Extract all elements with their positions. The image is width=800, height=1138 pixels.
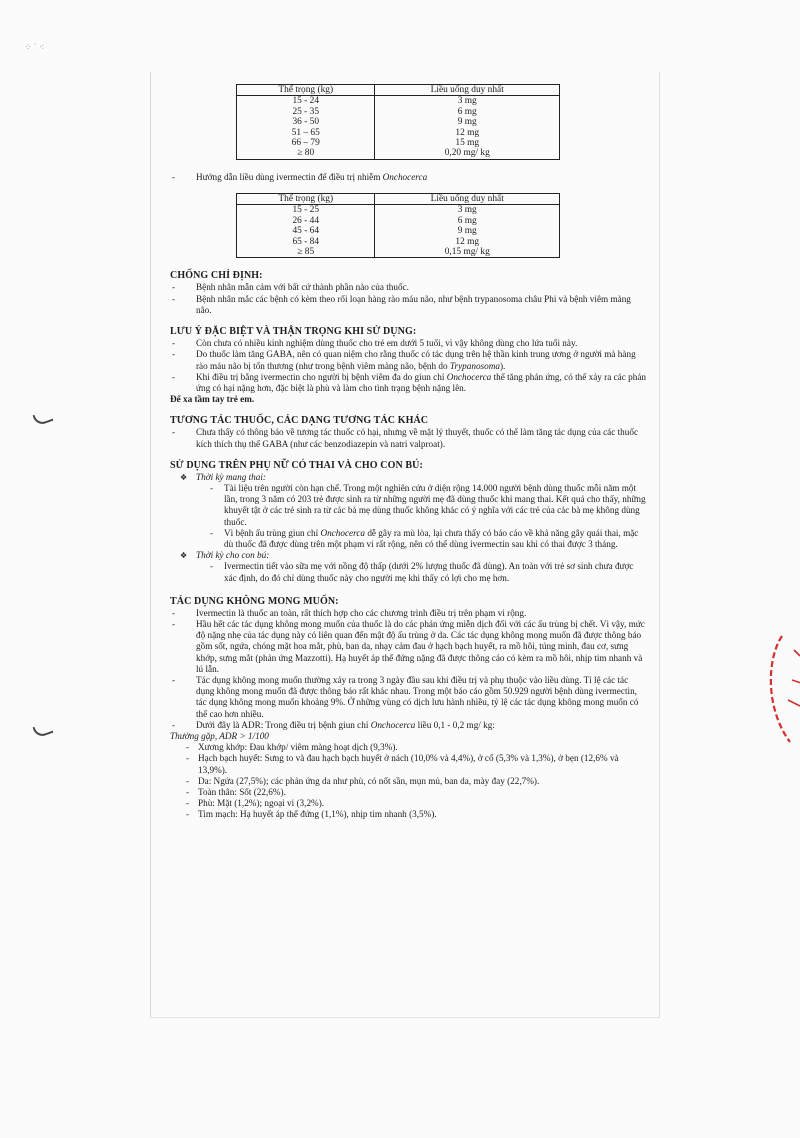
onchocerca-dosage-intro — [170, 172, 648, 183]
table-cell: 15 - 24 — [237, 96, 375, 107]
table-cell: 12 mg — [375, 237, 560, 247]
table-cell: 36 - 50 — [237, 117, 375, 127]
table-cell: 6 mg — [375, 216, 560, 226]
italic-term: Trypanosoma — [449, 360, 500, 371]
table-cell: 45 - 64 — [237, 226, 375, 236]
section-heading-contraindications: CHỐNG CHỈ ĐỊNH: — [170, 270, 263, 282]
list-item: - Bệnh nhân mắc các bệnh có kèm theo rối loạn hàng rào máu não, như bệnh trypanosoma châu Phi và bệnh viêm màng não. — [170, 294, 648, 316]
table-row — [237, 128, 560, 138]
list-item: - Bệnh nhân mẫn cảm với bất cứ thành phần nào của thuốc. — [170, 282, 648, 293]
italic-term: Onchocerca — [370, 719, 416, 730]
section-heading-warnings: LƯU Ý ĐẶC BIỆT VÀ THẬN TRỌNG KHI SỬ DỤNG: — [170, 326, 417, 338]
list-item: - Xương khớp: Đau khớp/ viêm màng hoạt dịch (9,3%). — [170, 742, 648, 753]
table-cell: ≥ 80 — [237, 148, 375, 159]
list-item — [170, 349, 648, 371]
list-item — [170, 720, 648, 731]
table-row — [237, 226, 560, 236]
text: Khi điều trị bằng ivermectin cho người bị bệnh viêm đa do giun chỉ — [196, 371, 447, 382]
table-cell: 15 - 25 — [237, 205, 375, 216]
list-item — [170, 528, 648, 550]
binder-hole-mark — [32, 721, 53, 738]
list-item: - Hầu hết các tác dụng không mong muốn của thuốc là do các phản ứng miễn dịch đối với các ấu trùng bị chết. Vì vậy, mức độ nặng nhẹ của tác dụng này có liên quan đến mật độ ấu trùng ở da. Các tác dụng không mong muốn đã được thông báo gồm sốt, ngứa, chóng mặt hoa mắt, phù, ban da, nhạy cảm đau ở hạch bạch huyết, ra mồ hôi, túng mình, đau cơ, sưng khớp, sưng mắt (phản ứng Mazzotti). Hạ huyết áp thế đứng nặng đã được thông cáo có kèm ra mồ hôi, nhịp tim nhanh và lú lẫn. — [170, 619, 648, 675]
list-item — [170, 372, 648, 394]
section-heading-interactions: TƯƠNG TÁC THUỐC, CÁC DẠNG TƯƠNG TÁC KHÁC — [170, 415, 429, 427]
text: Vì bệnh ấu trùng giun chỉ — [224, 527, 321, 538]
dose-table-1 — [236, 84, 560, 160]
table-cell: 26 - 44 — [237, 216, 375, 226]
table-row — [237, 96, 560, 107]
list-item: - Da: Ngứa (27,5%); các phản ứng da như phù, có nốt sần, mụn mủ, ban da, mày đay (22,7%). — [170, 776, 648, 787]
table-row — [237, 117, 560, 127]
table-cell: 6 mg — [375, 107, 560, 117]
table-cell: 3 mg — [375, 205, 560, 216]
table-row — [237, 107, 560, 117]
scan-mark: ⁘ ˙ ⁖ — [24, 42, 45, 52]
table-cell: 0,20 mg/ kg — [375, 148, 560, 159]
table-cell: 65 - 84 — [237, 237, 375, 247]
red-stamp-fragment — [764, 630, 800, 750]
table-header-row — [237, 194, 560, 205]
table-header-cell: Thể trọng (kg) — [237, 194, 375, 205]
keep-away-notice: Để xa tầm tay trẻ em. — [170, 394, 255, 405]
text: thể tăng phản ứng, có thể xảy ra các phản ứng có hại nặng hơn, đặc biệt là phù và làm cho tình trạng bệnh nặng lên. — [196, 371, 646, 393]
table-row — [237, 247, 560, 258]
list-item: - Toàn thân: Sốt (22,6%). — [170, 787, 648, 798]
table-header-cell: Thể trọng (kg) — [237, 85, 375, 96]
section-heading-adverse-effects: TÁC DỤNG KHÔNG MONG MUỐN: — [170, 595, 339, 607]
subheading-pregnancy: ❖ Thời kỳ mang thai: — [170, 472, 648, 483]
table-cell: 12 mg — [375, 128, 560, 138]
table-row — [237, 216, 560, 226]
table-row — [237, 138, 560, 148]
table-header-cell: Liều uống duy nhất — [375, 194, 560, 205]
list-item: - Phù: Mặt (1,2%); ngoại vi (3,2%). — [170, 798, 648, 809]
frequency-label: Thường gặp, ADR > 1/100 — [170, 730, 269, 741]
list-item: - Hạch bạch huyết: Sưng to và đau hạch bạch huyết ở nách (10,0% và 4,4%), ở cổ (5,3% và 1,3%), ở bẹn (12,6% và 13,9%). — [170, 753, 648, 775]
section-heading-pregnancy: SỬ DỤNG TRÊN PHỤ NỮ CÓ THAI VÀ CHO CON BÚ: — [170, 459, 423, 471]
italic-term: Onchocerca — [320, 527, 366, 538]
subheading-breastfeeding: ❖ Thời kỳ cho con bú: — [170, 550, 648, 561]
text: Dưới đây là ADR: Trong điều trị bệnh giun chỉ — [196, 719, 371, 730]
list-item: - Ivermectin tiết vào sữa mẹ với nồng độ thấp (dưới 2% lượng thuốc đã dùng). An toàn với trẻ sơ sinh chưa được xác định, do đó chỉ dùng thuốc này cho người mẹ khi thấy có lợi cho mẹ hơn. — [170, 561, 648, 583]
table-cell: 51 – 65 — [237, 128, 375, 138]
list-item: - Tài liệu trên người còn hạn chế. Trong một nghiên cứu ở diện rộng 14.000 người bệnh dùng thuốc mỗi năm một lần, trong 3 năm có 203 trẻ được sinh ra từ những người mẹ đã dùng thuốc khi mang thai. Kết quả cho thấy, những khuyết tật ở các trẻ sinh ra từ các bà mẹ dùng thuốc không khác có ý nghĩa với các trẻ của các bà mẹ không dùng thuốc. — [170, 483, 648, 528]
list-item: - Tim mạch: Hạ huyết áp thế đứng (1,1%), nhịp tim nhanh (3,5%). — [170, 809, 648, 820]
table-cell: 0,15 mg/ kg — [375, 247, 560, 258]
table-cell: ≥ 85 — [237, 247, 375, 258]
intro-text: Hướng dẫn liều dùng ivermectin để điều trị nhiễm — [196, 171, 383, 182]
table-cell: 15 mg — [375, 138, 560, 148]
table-cell: 9 mg — [375, 117, 560, 127]
dose-table-2 — [236, 193, 560, 258]
text: ). — [499, 360, 506, 371]
text: Do thuốc làm tăng GABA, nên có quan niệm cho rằng thuốc có tác dụng trên hệ thần kinh trung ương ở người mà hàng rào máu não bị tổn thương (như trong bệnh viêm màng não, bệnh do — [196, 349, 636, 371]
table-header-cell: Liều uống duy nhất — [375, 85, 560, 96]
table-cell: 3 mg — [375, 96, 560, 107]
table-row — [237, 205, 560, 216]
list-item: - Chưa thấy có thông báo về tương tác thuốc có hại, nhưng về mặt lý thuyết, thuốc có thể làm tăng tác dụng của các thuốc kích thích thụ thể GABA (như các benzodiazepin và natri valproat). — [170, 427, 648, 449]
text: liều 0,1 - 0,2 mg/ kg: — [415, 719, 495, 730]
list-item: - Tác dụng không mong muốn thường xảy ra trong 3 ngày đầu sau khi điều trị và phụ thuộc vào liều dùng. Tỉ lệ các tác dụng không mong muốn đã được thông báo rất khác nhau. Trong một báo cáo gồm 50.929 người bệnh dùng ivermectin, tác dụng không mong muốn khoảng 9%. Ở những vùng có dịch lưu hành nhiều, tỷ lệ các tác dụng không mong muốn có thể cao hơn nhiều. — [170, 675, 648, 720]
table-cell: 25 - 35 — [237, 107, 375, 117]
table-row — [237, 148, 560, 159]
table-header-row — [237, 85, 560, 96]
table-cell: 66 – 79 — [237, 138, 375, 148]
binder-hole-mark — [32, 409, 53, 426]
italic-term: Onchocerca — [446, 371, 492, 382]
table-row — [237, 237, 560, 247]
list-item: - Còn chưa có nhiều kinh nghiệm dùng thuốc cho trẻ em dưới 5 tuổi, vì vậy không dùng cho lứa tuổi này. — [170, 338, 648, 349]
list-item: - Ivermectin là thuốc an toàn, rất thích hợp cho các chương trình điều trị trên phạm vi rộng. — [170, 608, 648, 619]
text: dễ gây ra mù lòa, lại chưa thấy có báo cáo về khả năng gây quái thai, mặc dù thuốc đã được dùng trên một phạm vi rất rộng, nên có thể dùng ivermectin sau khi có thai được 3 tháng. — [224, 527, 639, 549]
table-cell: 9 mg — [375, 226, 560, 236]
intro-italic: Onchocerca — [382, 171, 428, 182]
document-content — [170, 84, 648, 821]
